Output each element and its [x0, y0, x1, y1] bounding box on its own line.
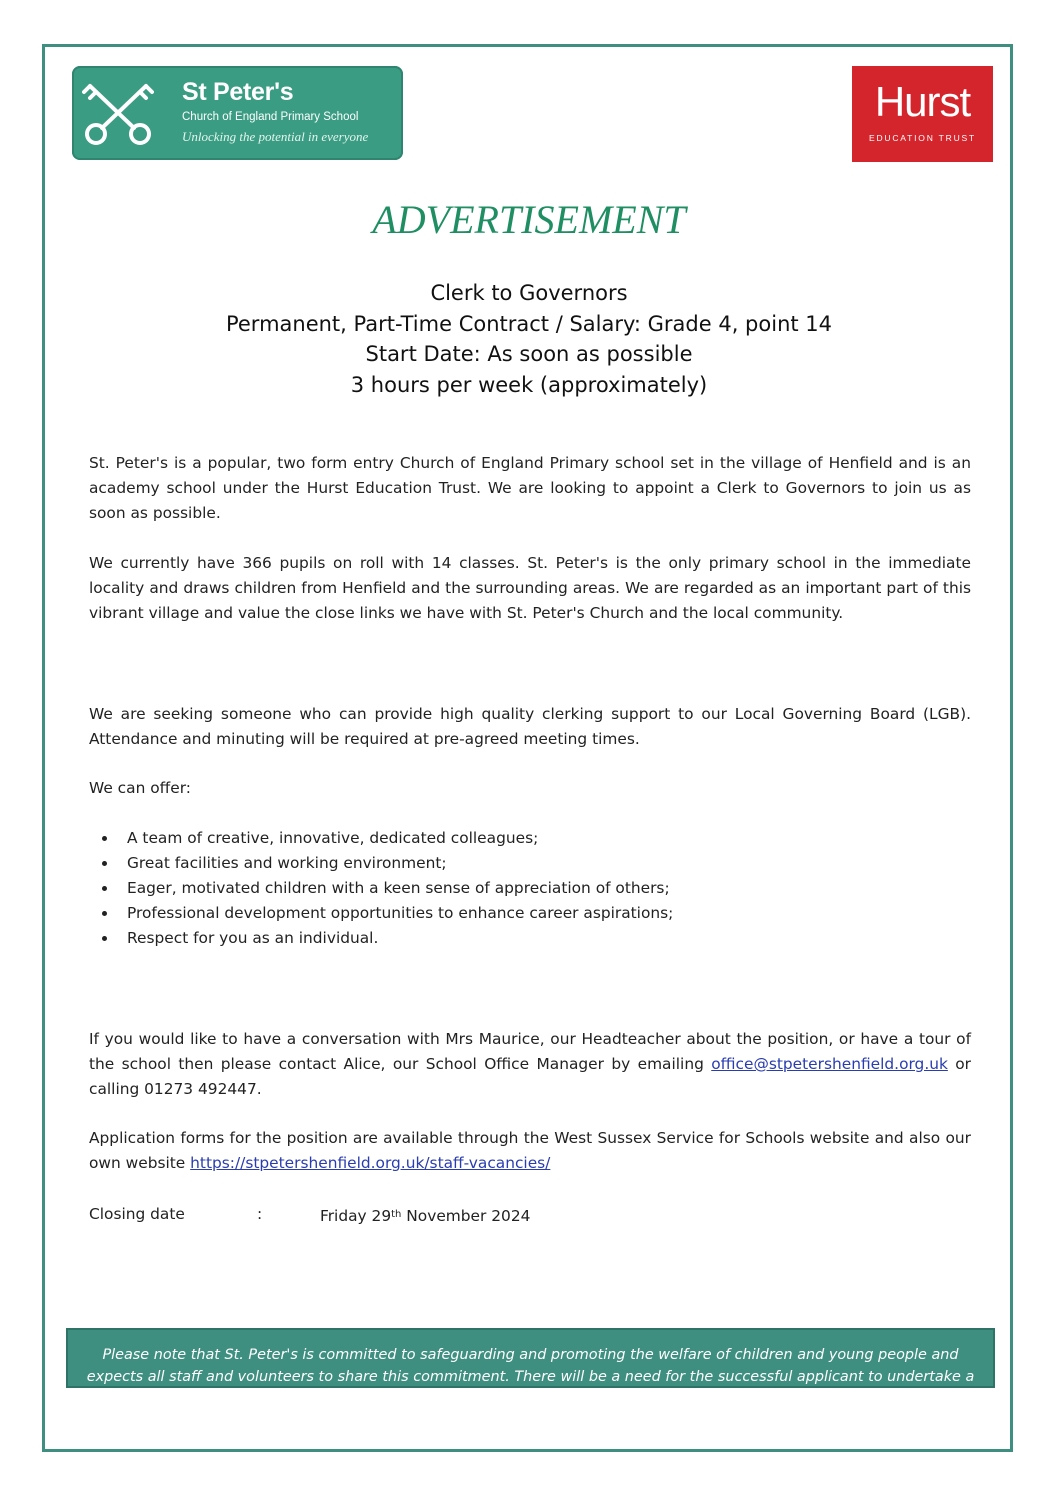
- role-title: Clerk to Governors: [430, 281, 628, 305]
- trust-logo-name: Hurst: [874, 78, 971, 125]
- safeguarding-notice: Please note that St. Peter's is committed to safeguarding and promoting the welfare of children and young people and expects all staff and volunteers to share this commitment. There will be a need for the successful applicant to undertake a criminal record check via the DBS.: [66, 1328, 995, 1388]
- school-logo-tagline: Unlocking the potential in everyone: [182, 129, 369, 144]
- trust-logo: [852, 66, 993, 162]
- role-summary: [0, 278, 1058, 400]
- role-start-date: Start Date: As soon as possible: [365, 342, 693, 366]
- school-logo-subtitle: Church of England Primary School: [182, 111, 359, 123]
- bullet-icon: [102, 861, 107, 866]
- offer-heading: We can offer:: [89, 779, 191, 797]
- list-item: Respect for you as an individual.: [89, 926, 971, 951]
- list-item: Professional development opportunities to enhance career aspirations;: [89, 901, 971, 926]
- bullet-icon: [102, 836, 107, 841]
- application-paragraph: Application forms for the position are available through the West Sussex Service for Schools website and also our own website https://stpetershenfield.org.uk/staff-vacancies/: [89, 1129, 971, 1172]
- page-title: ADVERTISEMENT: [372, 197, 686, 242]
- list-item: A team of creative, innovative, dedicated colleagues;: [89, 826, 971, 851]
- bullet-icon: [102, 911, 107, 916]
- role-paragraph: We are seeking someone who can provide high quality clerking support to our Local Governing Board (LGB). Attendance and minuting will be required at pre-agreed meeting times.: [89, 705, 971, 748]
- closing-date-separator: :: [257, 1205, 263, 1223]
- list-item: Great facilities and working environment;: [89, 851, 971, 876]
- offer-list: [89, 826, 971, 951]
- school-logo-name: St Peter's: [182, 78, 294, 106]
- school-paragraph: We currently have 366 pupils on roll with 14 classes. St. Peter's is the only primary school in the immediate locality and draws children from Henfield and the surrounding areas. We are regarded as an important part of this vibrant village and value the close links we have with St. Peter's Church and the local community.: [89, 554, 971, 622]
- bullet-icon: [102, 886, 107, 891]
- intro-paragraph: St. Peter's is a popular, two form entry Church of England Primary school set in the village of Henfield and is an academy school under the Hurst Education Trust. We are looking to appoint a Clerk to Governors to join us as soon as possible.: [89, 454, 971, 522]
- school-logo: [72, 66, 403, 160]
- vacancies-link[interactable]: https://stpetershenfield.org.uk/staff-vacancies/: [190, 1154, 551, 1172]
- role-hours: 3 hours per week (approximately): [350, 372, 708, 397]
- email-link[interactable]: office@stpetershenfield.org.uk: [711, 1055, 948, 1073]
- crossed-keys-icon: [82, 76, 154, 150]
- closing-date-label: Closing date: [89, 1205, 185, 1223]
- closing-date-value: Friday 29th November 2024: [320, 1207, 531, 1225]
- list-item: Eager, motivated children with a keen sense of appreciation of others;: [89, 876, 971, 901]
- trust-logo-subtitle: EDUCATION TRUST: [869, 133, 976, 143]
- role-contract: Permanent, Part-Time Contract / Salary: Grade 4, point 14: [225, 311, 833, 336]
- bullet-icon: [102, 936, 107, 941]
- contact-paragraph: If you would like to have a conversation with Mrs Maurice, our Headteacher about the position, or have a tour of the school then please contact Alice, our School Office Manager by emailing office@stpetershenfield.org.uk or calling 01273 492447.: [89, 1030, 972, 1098]
